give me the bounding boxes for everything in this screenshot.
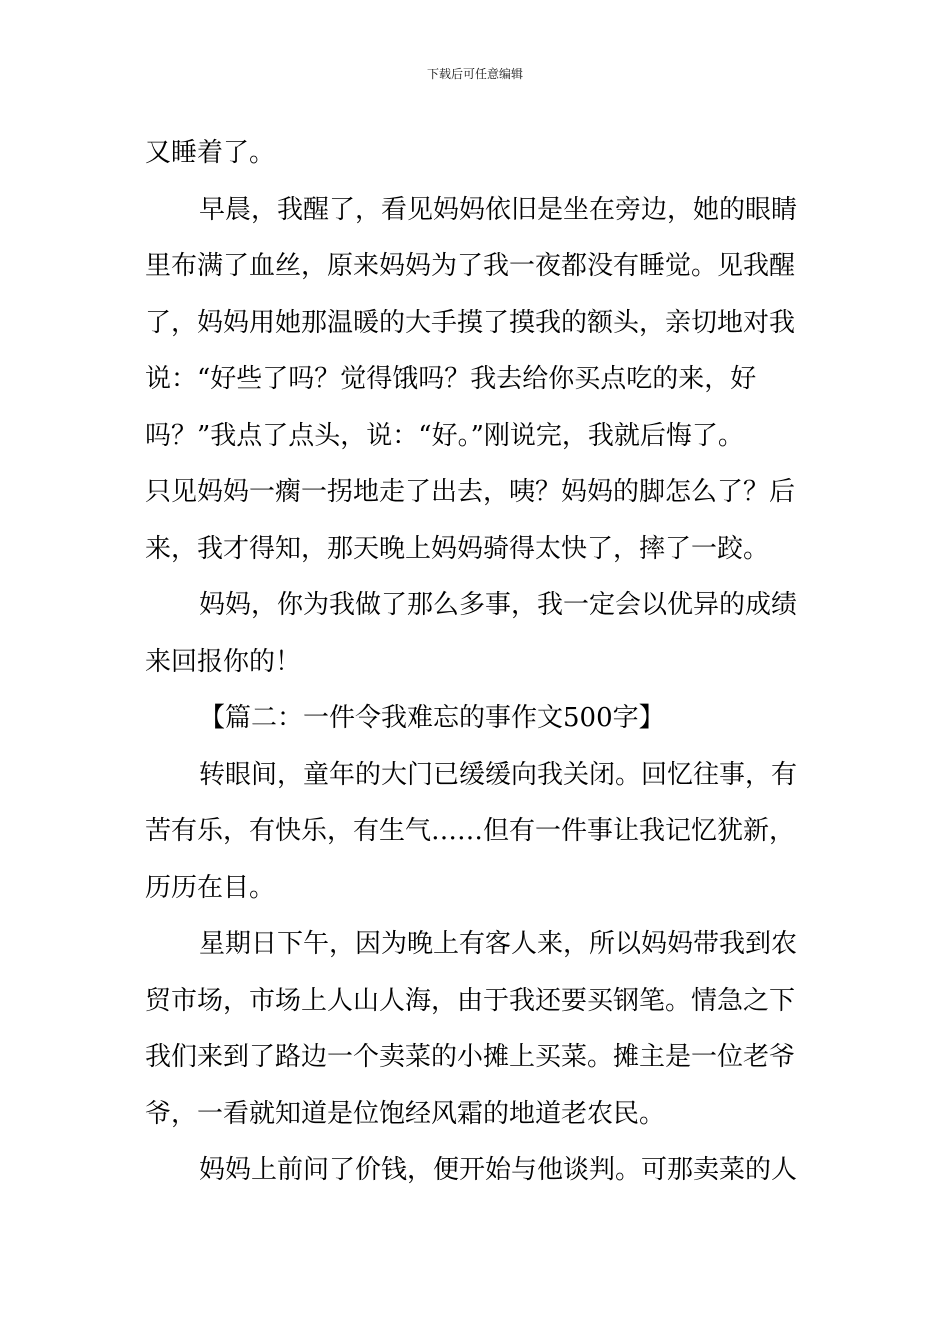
paragraph-first-line: 妈妈，你为我做了那么多事，我一定会以优异的成绩 [199,590,798,620]
text-line: 来回报你的！ [145,647,302,677]
text-line: 贸市场，市场上人山人海，由于我还要买钢笔。情急之下 [145,986,796,1016]
text-line: 我们来到了路边一个卖菜的小摊上买菜。摊主是一位老爷 [145,1042,796,1072]
paragraph-first-line: 妈妈上前问了价钱，便开始与他谈判。可那卖菜的人 [199,1155,798,1185]
text-line: 只见妈妈一瘸一拐地走了出去，咦？妈妈的脚怎么了？后 [145,477,796,507]
paragraph-first-line: 星期日下午，因为晚上有客人来，所以妈妈带我到农 [199,929,798,959]
text-line: 来，我才得知，那天晚上妈妈骑得太快了，摔了一跤。 [145,534,770,564]
text-line: 历历在目。 [145,873,276,903]
paragraph-first-line: 转眼间，童年的大门已缓缓向我关闭。回忆往事，有 [199,760,798,790]
text-line: 说：“好些了吗？觉得饿吗？我去给你买点吃的来，好 [145,364,757,394]
text-line: 又睡着了。 [145,138,276,168]
text-line: 了，妈妈用她那温暖的大手摸了摸我的额头，亲切地对我 [145,308,796,338]
text-line: 吗？”我点了点头，说：“好。”刚说完，我就后悔了。 [145,421,744,451]
page-header: 下载后可任意编辑 [426,67,523,81]
text-line: 爷，一看就知道是位饱经风霜的地道老农民。 [145,1099,666,1129]
paragraph-first-line: 早晨，我醒了，看见妈妈依旧是坐在旁边，她的眼睛 [199,195,798,225]
text-line: 苦有乐，有快乐，有生气……但有一件事让我记忆犹新， [145,816,796,846]
section-heading: 【篇二：一件令我难忘的事作文500字】 [199,703,665,733]
text-line: 里布满了血丝，原来妈妈为了我一夜都没有睡觉。见我醒 [145,251,796,281]
